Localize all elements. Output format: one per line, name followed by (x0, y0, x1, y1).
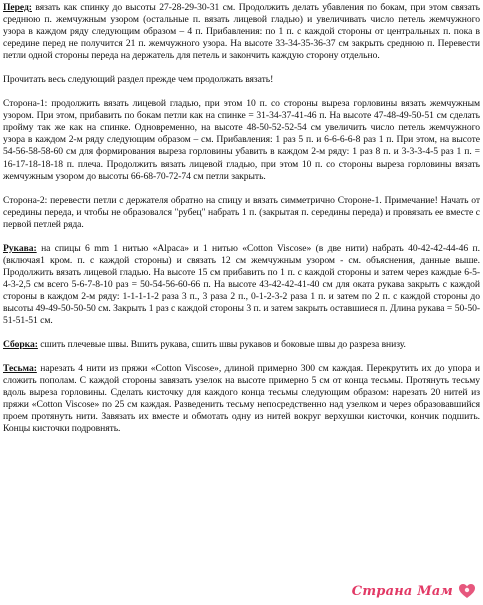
paragraph-text-sleeve: на спицы 6 mm 1 нитью «Alpaca» и 1 нитью «Cotton Viscose» (в две нити) набрать 40-42-42-44-46 п. (включая1 кром. п. с каждой стороны) и связать 12 см жемчужным узором - см. объяснения, данные выше. Продолжить вязать лицевой гладью. На высоте 15 см прибавить по 1 п. с каждой стороны и затем через каждые 6-5-4-3-2,5 см всего 5-6-7-8-10 раз = 50-54-56-60-66 п. На высоте 43-42-42-41-40 см для оката рукава закрыть с каждой стороны в каждом 2-м ряду: 1-1-1-1-2 раза 3 п., 3 раза 2 п., 0-1-2-3-2 раза 1 п. и затем по 2 п. с каждой стороны до высоты 49-49-50-50-50 см. Закрыть 1 раз с каждой стороны 3 п. и затем закрыть оставшиеся п. Длина рукава = 50-50-51-51-51 см. (3, 242, 480, 327)
watermark-text: Страна Мам (351, 583, 453, 599)
paragraph-side2 (3, 195, 480, 231)
section-header-front: Перед: (3, 2, 32, 13)
paragraph-assembly (3, 339, 480, 351)
site-watermark (352, 581, 477, 601)
paragraph-note (3, 74, 480, 86)
paragraph-side1 (3, 98, 480, 182)
section-header-sleeve: Рукава: (3, 242, 37, 254)
paragraph-text-side1: Сторона-1: продолжить вязать лицевой гладью, при этом 10 п. со стороны выреза горловины вязать жемчужным узором. При этом, прибавить по бокам петли как на спинке = 31-34-37-41-46 п. На высоте 47-48-49-50-51 см сделать пройму так же как на спинке. Одновременно, на высоте 48-50-52-52-54 см увеличить число петель жемчужного узора в каждом 2-м ряду следующим образом – см. Прибавления: 1 раз 5 п. и 6-6-6-6-8 раз 1 п. При этом, на высоте 54-56-58-58-60 см для формирования выреза горловины убавить в каждом 2-м ряду: 1 раз 8 п. и 3-3-3-4-5 раз 1 п. = 16-17-18-18-18 п. плеча. Продолжить вязать лицевой гладью, при этом 10 п. со стороны выреза горловины вязать жемчужным узором до высоты 66-68-70-72-74 см петли закрыть. (3, 98, 480, 182)
section-header-cords: Тесьма: (3, 363, 37, 375)
document-body (3, 2, 480, 435)
heart-logo-icon (457, 581, 477, 601)
paragraph-front (3, 2, 480, 62)
paragraph-text-front: вязать как спинку до высоты 27-28-29-30-31 см. Продолжить делать убавления по бокам, при этом связать среднюю п. жемчужным узором (остальные п. вязать лицевой гладью) и увеличивать число петель жемчужного узора в каждом ряду следующим образом – 4 п. Прибавления: по 1 п. с каждой стороны от центральных п. пока в середине перед не получится 21 п. жемчужного узора. На высоте 33-34-35-36-37 см закрыть среднюю п. Перевести петли одной стороны переда на держатель для петель и закончить каждую сторону отдельно. (3, 2, 480, 62)
section-header-assembly: Сборка: (3, 339, 38, 351)
paragraph-text-note: Прочитать весь следующий раздел прежде чем продолжать вязать! (3, 74, 274, 86)
paragraph-text-side2: Сторона-2: перевести петли с держателя обратно на спицу и вязать симметрично Стороне-1. Примечание! Начать от середины переда, и чтобы не образовался "рубец" набрать 1 п. (закрытая п. середины переда) и провязать ее вместе с первой петлей ряда. (3, 194, 480, 230)
paragraph-text-cords: нарезать 4 нити из пряжи «Cotton Viscose», длиной примерно 300 см каждая. Перекрутить их до упора и сложить пополам. С каждой стороны завязать узелок на высоте примерно 5 см от конца тесьмы. Протянуть тесьму вдоль выреза горловины. Сделать кисточку для каждого конца тесьмы следующим образом: нарезать 20 нитей из пряжи «Cotton Viscose» по 25 см каждая. Разведенить тесьму непосредственно над узелком и через образовавшийся проем протянуть нити. Завязать их вместе и обмотать одну из нитей вокруг верхушки кисточки, кончик подшить. Концы кисточки подровнять. (3, 363, 480, 435)
paragraph-sleeve (3, 243, 480, 327)
paragraph-text-assembly: сшить плечевые швы. Вшить рукава, сшить швы рукавов и боковые швы до разреза внизу. (37, 339, 406, 351)
paragraph-cords (3, 363, 480, 435)
